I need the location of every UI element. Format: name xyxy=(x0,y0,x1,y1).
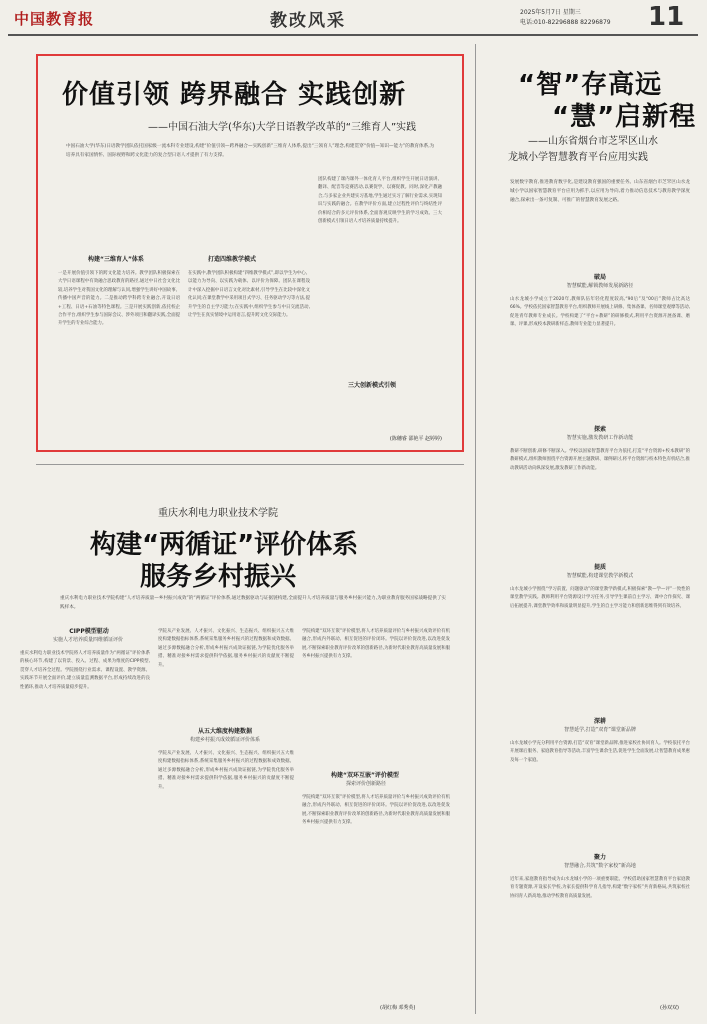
lead-heading-model: 打造四维教学模式 xyxy=(208,256,257,263)
lead-author: (陈穗睿 邵艳平 赵婷婷) xyxy=(389,436,442,442)
newspaper-logo: 中国教育报 xyxy=(14,10,95,28)
right-intro: 发展数字教育,推进教育数字化,是建设教育强国的重要任务。山东省烟台市芝罘区山水龙城小学以国家智慧教育平台应用为抓手,以应用为导向,着力推动信息技术与教育教学深度融合,探索出一条可复制、可推广的智慧教育发展之路。 xyxy=(510,180,690,203)
right-body-4: 山水龙城小学充分利用平台资源,打造“双育”课堂新品牌,推进家校社协同育人。学校依托平台开展课后服务、家庭教育指导等活动,丰富学生课余生活,促进学生全面发展,让智慧教育成果惠及每一个家庭。 xyxy=(510,741,690,763)
right-subheading-4: 智慧延学,打造“双育”课堂新品牌 xyxy=(564,727,636,733)
bottom-intro: 重庆水利电力职业技术学院构建“人才培养质量—乡村振兴成效”的“两循证”评价体系,通过数据驱动与证据链构建,全面提升人才培养质量与服务乡村振兴能力,为职业教育服务国家战略提供了实践样本。 xyxy=(60,596,447,610)
lead-article xyxy=(36,54,464,452)
bottom-heading-data: 从五大维度构建数据 xyxy=(197,728,252,735)
column-divider xyxy=(475,44,476,1014)
bottom-subheading-data: 构建乡村振兴成效循证评价体系 xyxy=(189,737,260,743)
page-number: 11 xyxy=(648,2,685,32)
section-title: 教改风采 xyxy=(270,11,346,31)
right-subtitle-line2: 龙城小学智慧教育平台应用实践 xyxy=(508,152,648,163)
lead-subtitle: ——中国石油大学(华东)大学日语教学改革的“三维育人”实践 xyxy=(148,122,417,133)
lead-column-2: 在实践中,教学团队积极构建“四维教学模式”,即以学生为中心、以能力为导向、以实践为载体、以评价为保障。团队在课程设计中深入挖掘中日语言文化对比素材,引导学生在比较中深化文化认同;在课堂教学中采用项目式学习、任务驱动学习等方法,提升学生的自主学习能力;在实践中,组织学生参与中日交流活动,让学生在真实情境中运用语言,提升跨文化交际能力。 xyxy=(188,271,310,319)
right-subheading-1: 智慧赋能,解锁教师发展新路径 xyxy=(566,283,634,289)
masthead xyxy=(0,0,707,36)
lead-heading-results: 三大创新模式引领 xyxy=(348,382,397,389)
bottom-column-3: 学院构建“双环互嵌”评价模型,将人才培养质量评价与乡村振兴成效评价有机融合,形成内外联动、相互促进的评价闭环。学院以评价促改进,以改进促发展,不断探索职业教育评价改革的创新路径,为新时代职业教育高质量发展和服务乡村振兴提供有力支撑。 xyxy=(302,795,450,826)
bottom-column-2: 学院从产业发展、人才振兴、文化振兴、生态振兴、组织振兴五大维度构建数据指标体系,系统采集服务乡村振兴的过程数据和成效数据。通过多源数据融合分析,形成乡村振兴成效证据链,为学院优化服务举措、精准对接乡村需求提供科学依据,服务乡村振兴的贡献度不断提升。 xyxy=(158,751,294,790)
right-heading-5: 聚力 xyxy=(593,854,606,861)
right-body-2: 教研不断创新,研修不断深入。学校以国家智慧教育平台为依托,打造“平台资源+校本教研”的教研模式,组织教师围绕平台资源开展主题教研、课例研讨,将平台资源与校本特色有机结合,推动教研活动向纵深发展,激发教研工作新动能。 xyxy=(510,449,690,471)
bottom-author: (胡红梅 邓秀英) xyxy=(380,1005,416,1011)
section-divider xyxy=(36,464,464,465)
right-heading-1: 破局 xyxy=(593,274,606,281)
bottom-heading-model: 构建“双环互嵌”评价模型 xyxy=(331,772,399,779)
right-heading-4: 深耕 xyxy=(593,718,606,725)
right-subheading-2: 智慧实施,激发教研工作新动能 xyxy=(566,435,634,441)
right-title-line1: “智”存高远 xyxy=(518,70,663,100)
issue-date: 2025年5月7日 星期三 xyxy=(520,9,581,16)
bottom-column-2-top: 学院从产业发展、人才振兴、文化振兴、生态振兴、组织振兴五大维度构建数据指标体系,系统采集服务乡村振兴的过程数据和成效数据。通过多源数据融合分析,形成乡村振兴成效证据链,为学院优化服务举措、精准对接乡村需求提供科学依据,服务乡村振兴的贡献度不断提升。 xyxy=(158,629,294,668)
bottom-subheading-model: 探索评价创新路径 xyxy=(345,781,386,787)
lead-column-3: 团队构建了课内课外一体化育人平台,组织学生开展日语演讲、翻译、配音等竞赛活动,以赛促学、以赛促教。同时,深化产教融合,与多家企业共建实习基地,学生通过实习了解行业需求,实现知识与实践的融合。在教学评价方面,建立过程性评价与终结性评价相结合的多元评价体系,全面客观反映学生的学习成效。三大创新模式引领日语人才培养质量持续提升。 xyxy=(318,177,442,225)
bottom-kicker: 重庆水利电力职业技术学院 xyxy=(158,508,278,519)
bottom-title-line1: 构建“两循证”评价体系 xyxy=(90,530,359,560)
bottom-title-line2: 服务乡村振兴 xyxy=(140,562,297,592)
bottom-heading-cipp: CIPP模型驱动 xyxy=(69,628,109,635)
right-subheading-3: 智慧赋能,构建课堂教学新模式 xyxy=(566,573,634,579)
lead-title: 价值引领 跨界融合 实践创新 xyxy=(62,80,407,110)
right-subheading-5: 智慧融合,共筑“数字家校”新高地 xyxy=(564,863,636,869)
right-body-1: 山水龙城小学成立于2020年,教师队伍年轻化程度较高,“90后”及“00后”教师占比高达66%。学校依托国家智慧教育平台,组织教师开展线上研修、集体备课、名师课堂观摩等活动,促进青年教师专业成长。学校构建了“平台+教研”的研修模式,利用平台资源开展备课、磨课、评课,形成校本教研新样态,教师专业能力显著提升。 xyxy=(510,297,690,328)
lead-heading-system: 构建“三维育人”体系 xyxy=(88,256,144,263)
lead-column-1: 一是开展价值引领下的跨文化能力培养。教学团队积极探索在大学日语课程中有效融合思政教育的路径,通过中日社会文化比较,培养学生对我国文化的理解与认同,增强学生讲好中国故事、传播中国声音的能力。二是推动跨学科跨专业融合,开设日语+工程、日语+石油等特色课程。三是开展实践创新,依托校企合作平台,组织学生参与国际会议、涉外项目和翻译实践,全面提升学生的专业综合能力。 xyxy=(58,271,180,327)
right-body-3: 山水龙城小学围绕“学习前置、问题驱动”的课堂教学新模式,积极探索“教—学—评”一致性的课堂教学实践。教师利用平台资源设计学习任务,引导学生课前自主学习、课中合作探究、课后拓展提升,课堂教学效率和质量明显提升,学生的自主学习能力和创新思维得到有效培养。 xyxy=(510,587,690,609)
right-author: (孙双双) xyxy=(660,1005,679,1011)
bottom-column-1: 重庆水利电力职业技术学院将人才培养质量作为“两循证”评价体系的核心环节,构建了以背景、投入、过程、成果为维度的CIPP模型,贯穿人才培养全过程。学院围绕行业需求、课程设置、教学资源、实践环节开展全面评价,建立质量监测数据平台,形成持续改进的良性循环,推动人才培养质量稳步提升。 xyxy=(20,651,150,690)
lead-intro: 中国石油大学(华东)日语教学团队依托国家级一流本科专业建设,构建“价值引领—跨界融合—实践创新”三维育人体系,提出“三领育人”理念,构建贯穿“价值—知识—能力”的教育体系,为培养具有家国情怀、国际视野和跨文化能力的复合型日语人才提供了有力支撑。 xyxy=(66,144,435,158)
bottom-column-3-top: 学院构建“双环互嵌”评价模型,将人才培养质量评价与乡村振兴成效评价有机融合,形成内外联动、相互促进的评价闭环。学院以评价促改进,以改进促发展,不断探索职业教育评价改革的创新路径,为新时代职业教育高质量发展和服务乡村振兴提供有力支撑。 xyxy=(302,629,450,660)
right-subtitle-line1: ——山东省烟台市芝罘区山水 xyxy=(528,136,658,147)
right-heading-3: 提质 xyxy=(593,564,606,571)
right-title-line2: “慧”启新程 xyxy=(552,102,697,132)
right-heading-2: 探索 xyxy=(593,426,606,433)
bottom-subheading-cipp: 实施人才培养质量四维循证评价 xyxy=(52,637,123,643)
right-body-5: 近年来,家庭教育指导成为山水龙城小学的一项重要职能。学校借助国家智慧教育平台家庭教育专题资源,开设家长学校,为家长提供科学育儿指导,构建“数字家校”共育新格局,共筑家校社协同育人新高地,推动学校教育高质量发展。 xyxy=(510,877,690,899)
contact-phone: 电话:010-82296888 82296879 xyxy=(520,19,611,26)
masthead-divider xyxy=(8,34,698,36)
